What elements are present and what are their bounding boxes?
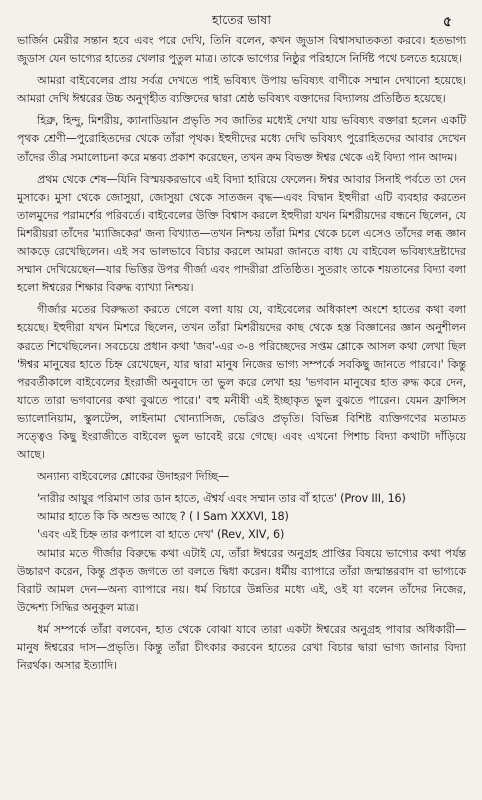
bible-quote: আমার হাতে কি কি অশুভ আছে ? ( I Sam XXXVI, 18) (37, 510, 289, 524)
page-header (17, 8, 466, 32)
paragraph: ধর্ম সম্পর্কে তাঁরা বলবেন, হাত থেকে বোঝা যাবে তারা একটা ঈশ্বরের অনুগ্রহ পাবার অধিকারী—মানুষ ঈশ্বরের দাস—প্রভৃতি। কিন্তু তাঁরা চীৎকার করবেন হাতের রেখা বিচার দ্বারা ভাগ্য জানার বিদ্যা নিরর্থক। অসার ইত্যাদি। (17, 622, 466, 673)
paragraph: গীর্জার মতের বিরুদ্ধতা করতে গেলে বলা যায় যে, বাইবেলের অধিকাংশ অংশে হাতের কথা বলা হয়েছে। ইহুদীরা যখন মিশরে ছিলেন, তখন তাঁরা মিশরীয়দের কাছ থেকে হস্ত বিজ্ঞানের জ্ঞান অনুশীলন করতে শিখেছিলেন। সবচেয়ে প্রধান কথা 'জব'-এর ৩-৪ পরিচ্ছেদের সপ্তম শ্লোকে আসল কথা লেখা ছিল 'ঈশ্বর মানুষের হাতে চিহ্ন রেখেছেন, যার দ্বারা মানুষ নিজের ভাগ্য সম্পর্কে সবকিছু জানতে পারবে।' কিন্তু পরবর্তীকালে বাইবেলের ইংরাজী অনুবাদে তা ভুল করে লেখা হয় 'ভগবান মানুষের হাত রুদ্ধ করে দেন, যাতে তারা ভগবানের কথা বুঝতে পারে।' বহু মনীষী এই ইচ্ছাকৃত ভুল বুঝতে পারেন। যেমন ফ্রান্সিস ভ্যালোনিয়াম, স্কুলটেন্স, লাইনামা খোন্যাসিজ, ভেব্রিও প্রভৃতি। বিভিন্ন বিশিষ্ট ব্যক্তিগণের মতামত সত্ত্বেও কিছু ইংরাজীতে বাইবেল ভুল ভাবেই রয়ে গেছে। এবং এখনো পিশাচ বিদ্যা কথাটা দাঁড়িয়ে আছে। (17, 303, 466, 462)
paragraph: অন্যান্য বাইবেলের শ্লোকের উদাহরণ দিচ্ছি— (37, 470, 230, 484)
paragraph: ভার্জিন মেরীর সন্তান হবে এবং পরে দেখি, তিনি বলেন, কখন জুডাস বিশ্বাসঘাতকতা করবে। হতভাগ্য জুডাস যেন ভাগ্যের হাতের খেলার পুতুল মাত্র। তাকে ভাগ্যের নিষ্ঠুর পরিহাসে নির্দিষ্ট পথে চলতে হয়েছে। (17, 34, 466, 66)
paragraph: আমার মতে গীর্জার বিরুদ্ধে কথা এটাই যে, তাঁরা ঈশ্বরের অনুগ্রহ প্রাপ্তির বিষয়ে ভাগ্যের কথা পর্যন্ত উচ্চারণ করেন, কিন্তু প্রকৃত জগতে তা বলতে দ্বিধা করেন। ধর্মীয় ব্যাপারে তাঁরা জন্মান্তরবাদ বা ভাগ্যকে বিরাট আমল দেন—অন্য ব্যাপারে নয়। ধর্ম বিচারে উন্নতির মধ্যে এই, ওই যা বলেন তাঁদের নিজের, উদ্দেশ্য সিদ্ধির অনুকূল মাত্র। (17, 546, 466, 614)
bible-quote: 'নারীর আয়ুর পরিমাণ তার ডান হাতে, ঐশ্বর্য এবং সম্মান তার বাঁ হাতে' (Prov III, 16) (37, 492, 406, 506)
paragraph: প্রথম থেকে শেষ—যিনি বিস্ময়করভাবে এই বিদ্যা হারিয়ে ফেলেন। ঈশ্বর আবার সিনাই পর্বতে তা দেন মুসাকে। মুসা থেকে জোসুয়া, জোসুয়া থেকে সাতজন বৃদ্ধ—এবং বিদ্বান ইহুদীরা এটি ব্যবহার করতেন তালমুদের পরামর্শের পরিবর্তে। বাইবেলের উক্তি বিশ্বাস করলে ইহুদীরা যখন মিশরীয়দের বন্ধনে ছিলেন, যে মিশরীয়রা তাঁদের 'ম্যাজিকের' জন্য বিখ্যাত—তখন নিশ্চয় তাঁরা মিশর থেকে চলে এসেও তাঁদের লব্ধ জ্ঞান আকড়ে রেখেছিলেন। এই সব ভালভাবে বিচার করলে আমরা জানতে বাধ্য যে বাইবেল ভবিষ্যৎদ্রষ্টাদের সম্মান দেখিয়েছেন—যার ভিত্তির উপর গীর্জা এবং পাদরীরা প্রতিষ্ঠিত। সুতরাং তাকে শয়তানের বিদ্যা বলা হলো ঈশ্বরের শিক্ষার বিরুদ্ধ ব্যাখ্যা নিশ্চয়। (17, 172, 466, 295)
running-title: হাতের ভাষা (212, 12, 271, 27)
paragraph: আমরা বাইবেলের প্রায় সর্বত্র দেখতে পাই ভবিষ্যৎ উপায় ভবিষ্যৎ বাণীকে সম্মান দেখানো হয়েছে। আমরা দেখি ঈশ্বরের উচ্চ অনুগৃহীত ব্যক্তিদের দ্বারা শ্রেষ্ঠ ভবিষ্যৎ বক্তাদের বিদ্যালয় প্রতিষ্ঠিত হয়েছে। (17, 74, 466, 106)
page-number: ৫ (442, 14, 452, 30)
bible-quote: 'এবং এই চিহ্ন তার কপালে বা হাতে দেখ' (Rev, XIV, 6) (37, 528, 285, 542)
paragraph: হিব্রু, হিন্দু, মিশরীয়, ক্যানাডিয়ান প্রভৃতি সব জাতির মধ্যেই দেখা যায় ভবিষ্যৎ বক্তারা হলেন একটি পৃথক শ্রেণী—পুরোহিতদের থেকে তাঁরা পৃথক। ইহুদীদের মধ্যে দেখি ভবিষ্যৎ পুরোহিতদের আবার দেখেন তাঁদের তীব্র সমালোচনা করে মন্তব্য প্রকাশ করেছেন, তখন ক্রম বিভক্ত ঈশ্বর থেকে এই বিদ্যা পান আদম। (17, 114, 466, 164)
page-body (17, 32, 466, 675)
